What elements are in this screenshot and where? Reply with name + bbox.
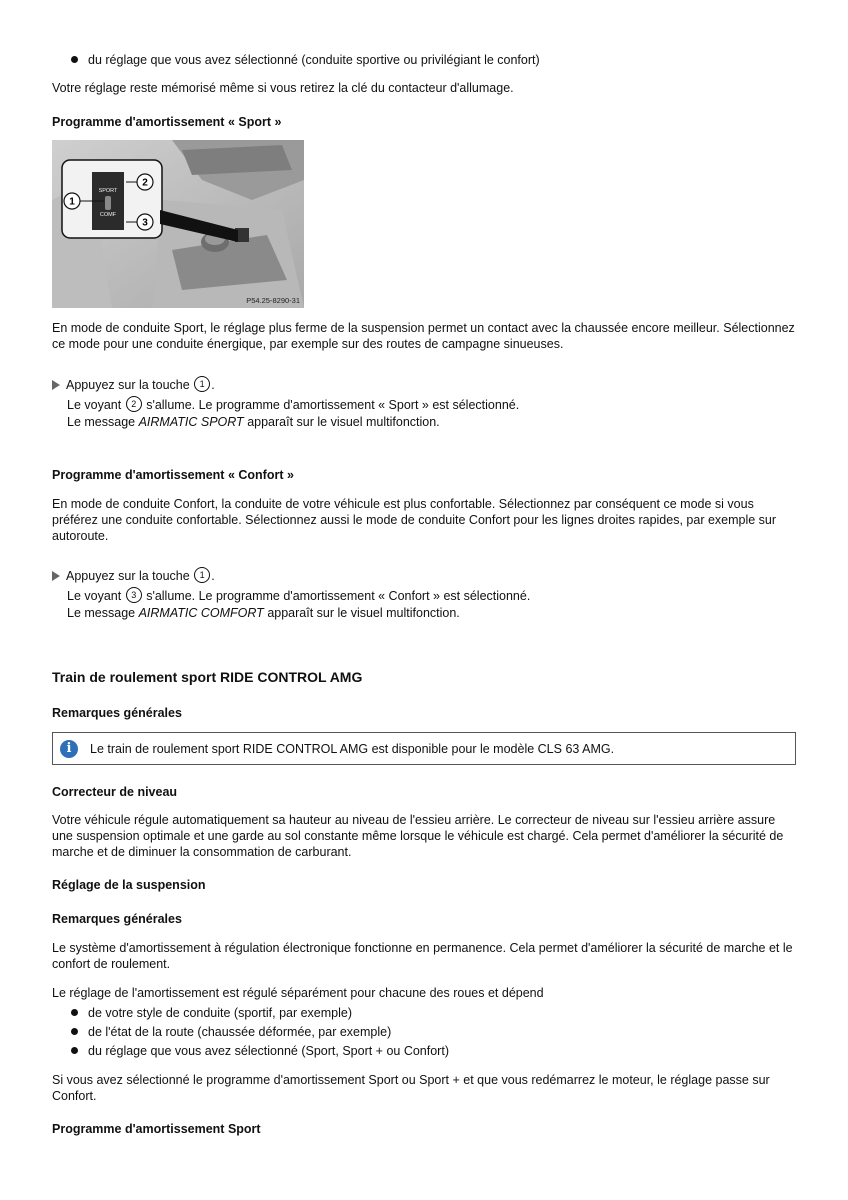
result-pre: Le voyant <box>67 589 122 603</box>
step-arrow-icon <box>52 380 60 390</box>
bullet-text: de l'état de la route (chaussée déformée, par exemple) <box>88 1025 392 1039</box>
bullet-item <box>72 52 772 68</box>
level-title: Correcteur de niveau <box>52 785 178 799</box>
callout-1: 1 <box>69 196 75 208</box>
info-icon: i <box>60 740 78 758</box>
callout-ref: 1 <box>194 376 210 392</box>
button-label-top: SPORT <box>98 188 118 194</box>
callout-ref: 3 <box>126 587 142 603</box>
result-post: s'allume. Le programme d'amortissement « Confort » est sélectionné. <box>146 589 531 603</box>
system-desc: Le système d'amortissement à régulation électronique fonctionne en permanence. Cela permet d'améliorer la sécurité de marche et le confort de roulement. <box>52 941 793 971</box>
step-text: Appuyez sur la touche <box>66 569 190 583</box>
suspension-title: Réglage de la suspension <box>52 878 206 892</box>
remarks-title: Remarques générales <box>52 706 182 720</box>
callout-ref: 2 <box>126 396 142 412</box>
result-pre: Le voyant <box>67 398 122 412</box>
console-figure <box>52 140 304 308</box>
button-label-bottom: COMF <box>99 212 117 218</box>
bullet-item <box>72 1024 772 1040</box>
figure-code: P54.25-8290-31 <box>246 296 300 305</box>
bullet-text: de votre style de conduite (sportif, par exemple) <box>88 1006 353 1020</box>
result-post: s'allume. Le programme d'amortissement « Sport » est sélectionné. <box>146 398 520 412</box>
bullet-text: du réglage que vous avez sélectionné (Sport, Sport + ou Confort) <box>88 1044 449 1058</box>
message-post: apparaît sur le visuel multifonction. <box>267 606 460 620</box>
message-name: AIRMATIC SPORT <box>138 415 244 429</box>
confort-step: Appuyez sur la touche 1 . <box>52 567 752 584</box>
sport-desc: En mode de conduite Sport, le réglage plus ferme de la suspension permet un contact avec la chaussée encore meilleur. Sélectionnez ce mode pour une conduite énergique, par exemple sur des routes de campagne sinueuses. <box>52 321 795 351</box>
step-text: Appuyez sur la touche <box>66 378 190 392</box>
bullet-item <box>72 1043 772 1059</box>
amg-title: Train de roulement sport RIDE CONTROL AMG <box>52 669 363 685</box>
message-post: apparaît sur le visuel multifonction. <box>247 415 440 429</box>
message-pre: Le message <box>67 415 136 429</box>
bullet-text: du réglage que vous avez sélectionné (conduite sportive ou privilégiant le confort) <box>88 53 540 67</box>
level-desc: Votre véhicule régule automatiquement sa hauteur au niveau de l'essieu arrière. Le correcteur de niveau sur l'essieu arrière assure une suspension optimale et une garde au sol constante même lorsque le véhicule est chargé. Cela permet d'améliorer la sécurité de marche et de diminuer la consommation de carburant. <box>52 813 784 859</box>
confort-title: Programme d'amortissement « Confort » <box>52 468 294 482</box>
confort-desc: En mode de conduite Confort, la conduite de votre véhicule est plus confortable. Sélectionnez par conséquent ce mode si vous préférez une conduite confortable. Sélectionnez aussi le mode de conduite Confort pour les lignes droites rapides, par exemple sur autoroute. <box>52 497 777 543</box>
sport-step: Appuyez sur la touche 1 . <box>52 376 752 393</box>
sport-result-1 <box>67 396 787 413</box>
amg-sport-title: Programme d'amortissement Sport <box>52 1122 261 1136</box>
memo-text: Votre réglage reste mémorisé même si vous retirez la clé du contacteur d'allumage. <box>52 81 514 95</box>
confort-result-2 <box>67 605 787 621</box>
confort-result-1 <box>67 587 787 604</box>
message-name: AIRMATIC COMFORT <box>138 606 264 620</box>
callout-ref: 1 <box>194 567 210 583</box>
note-text: Le train de roulement sport RIDE CONTROL AMG est disponible pour le modèle CLS 63 AMG. <box>90 742 615 756</box>
message-pre: Le message <box>67 606 136 620</box>
restart-text: Si vous avez sélectionné le programme d'amortissement Sport ou Sport + et que vous redémarrez le moteur, le réglage passe sur Confort. <box>52 1073 770 1103</box>
sport-result-2 <box>67 414 787 430</box>
callout-3: 3 <box>142 217 148 229</box>
remarks2-title: Remarques générales <box>52 912 182 926</box>
bullet-item <box>72 1005 772 1021</box>
info-note <box>52 732 796 765</box>
sport-title: Programme d'amortissement « Sport » <box>52 115 282 129</box>
callout-2: 2 <box>142 177 148 189</box>
step-arrow-icon <box>52 571 60 581</box>
depends-text: Le réglage de l'amortissement est régulé séparément pour chacune des roues et dépend <box>52 986 544 1000</box>
